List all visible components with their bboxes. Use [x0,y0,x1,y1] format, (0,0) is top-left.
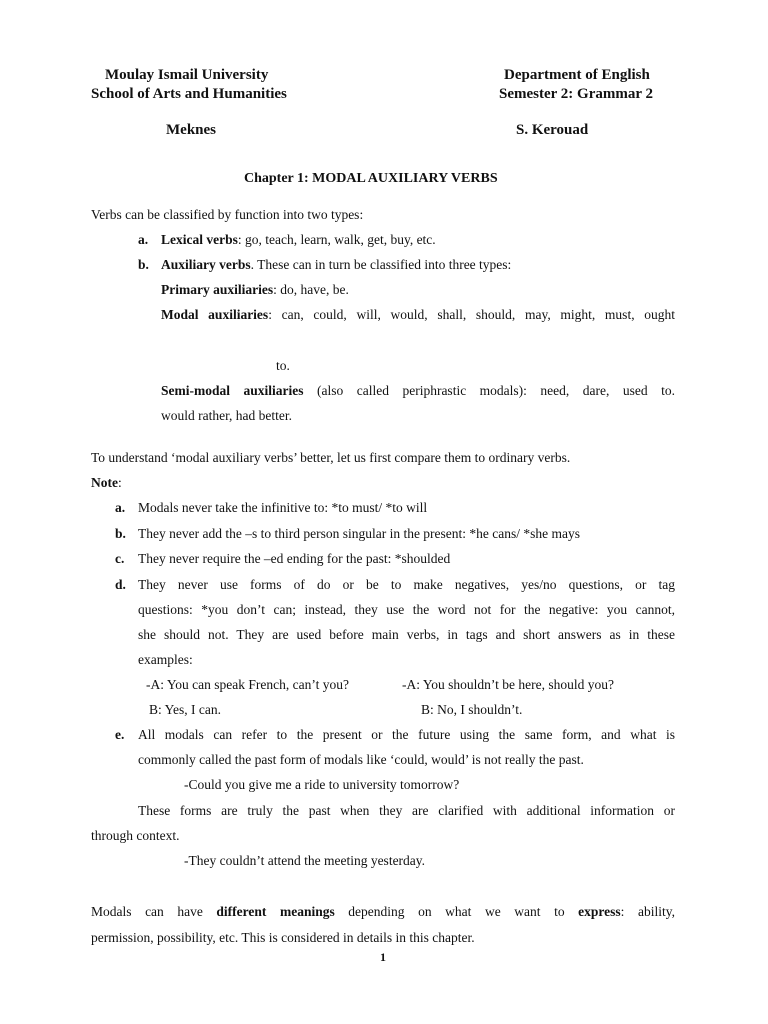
note-e-example: -Could you give me a ride to university tomorrow? [184,777,460,792]
closing-part1: Modals can have [91,904,217,919]
compare-text: To understand ‘modal auxiliary verbs’ better, let us first compare them to ordinary verbs. [91,450,571,465]
auxiliary-verbs-term: Auxiliary verbs [161,257,251,272]
closing-line2: permission, possibility, etc. This is considered in details in this chapter. [91,930,475,945]
city-name: Meknes [166,122,216,138]
modal-auxiliaries-text: : can, could, will, would, shall, should, may, might, must, ought [268,307,675,322]
note-d-line2: questions: *you don’t can; instead, they use the word not for the negative: you cannot, [138,602,675,617]
intro-text: Verbs can be classified by function into two types: [91,207,364,222]
note-d-line4: examples: [138,652,193,667]
lexical-verbs-text: : go, teach, learn, walk, get, buy, etc. [237,232,436,247]
semi-modal-continuation: would rather, had better. [161,408,293,423]
semi-modal-text: (also called periphrastic modals): need, dare, used to. [303,383,675,398]
note-label: Note [91,475,118,490]
note-a-text: Modals never take the infinitive to: *to must/ *to will [138,500,428,515]
list-marker-a: a. [138,232,149,247]
auxiliary-verbs-text: . These can in turn be classified into three types: [250,257,512,272]
example-1-a: -A: You can speak French, can’t you? [146,677,349,692]
past-form-line1: These forms are truly the past when they are clarified with additional information or [138,803,675,818]
closing-bold1: different meanings [216,904,335,919]
modal-auxiliaries-continuation: to. [276,358,290,373]
chapter-title: Chapter 1: MODAL AUXILIARY VERBS [244,171,498,186]
note-b-text: They never add the –s to third person singular in the present: *he cans/ *she mays [138,526,581,541]
past-form-line2: through context. [91,828,180,843]
note-e-line2: commonly called the past form of modals like ‘could, would’ is not really the past. [138,752,584,767]
closing-part2: depending on what we want to [334,904,579,919]
list-marker-b: b. [138,257,149,272]
modal-auxiliaries-term: Modal auxiliaries [161,307,269,322]
author-name: S. Kerouad [516,122,589,138]
modal-auxiliaries-item [161,308,675,322]
primary-auxiliaries-term: Primary auxiliaries [161,282,274,297]
example-2-b: B: No, I shouldn’t. [421,702,523,717]
primary-auxiliaries-text: : do, have, be. [273,282,349,297]
note-d-line3: she should not. They are used before main verbs, in tags and short answers as in these [138,627,675,642]
note-d-line1: They never use forms of do or be to make negatives, yes/no questions, or tag [138,577,675,592]
page-number: 1 [380,950,386,964]
note-marker-a: a. [115,500,126,515]
school-name: School of Arts and Humanities [91,86,287,102]
example-2-a: -A: You shouldn’t be here, should you? [402,677,614,692]
note-heading [91,476,122,490]
closing-part3: : ability, [620,904,675,919]
semester-course: Semester 2: Grammar 2 [499,86,653,102]
example-1-b: B: Yes, I can. [149,702,222,717]
closing-line1 [91,905,675,919]
note-c-text: They never require the –ed ending for the past: *shoulded [138,551,451,566]
primary-auxiliaries-item [161,283,349,297]
auxiliary-verbs-item [161,258,511,272]
past-form-example: -They couldn’t attend the meeting yesterday. [184,853,426,868]
lexical-verbs-term: Lexical verbs [161,232,238,247]
closing-bold2: express [578,904,621,919]
note-marker-d: d. [115,577,126,592]
note-marker-b: b. [115,526,126,541]
note-e-line1: All modals can refer to the present or the future using the same form, and what is [138,727,675,742]
department-name: Department of English [504,67,650,83]
semi-modal-term: Semi-modal auxiliaries [161,383,304,398]
university-name: Moulay Ismail University [105,67,269,83]
note-colon: : [118,475,122,490]
lexical-verbs-item [161,233,436,247]
note-marker-c: c. [115,551,125,566]
note-marker-e: e. [115,727,125,742]
semi-modal-item [161,384,675,398]
